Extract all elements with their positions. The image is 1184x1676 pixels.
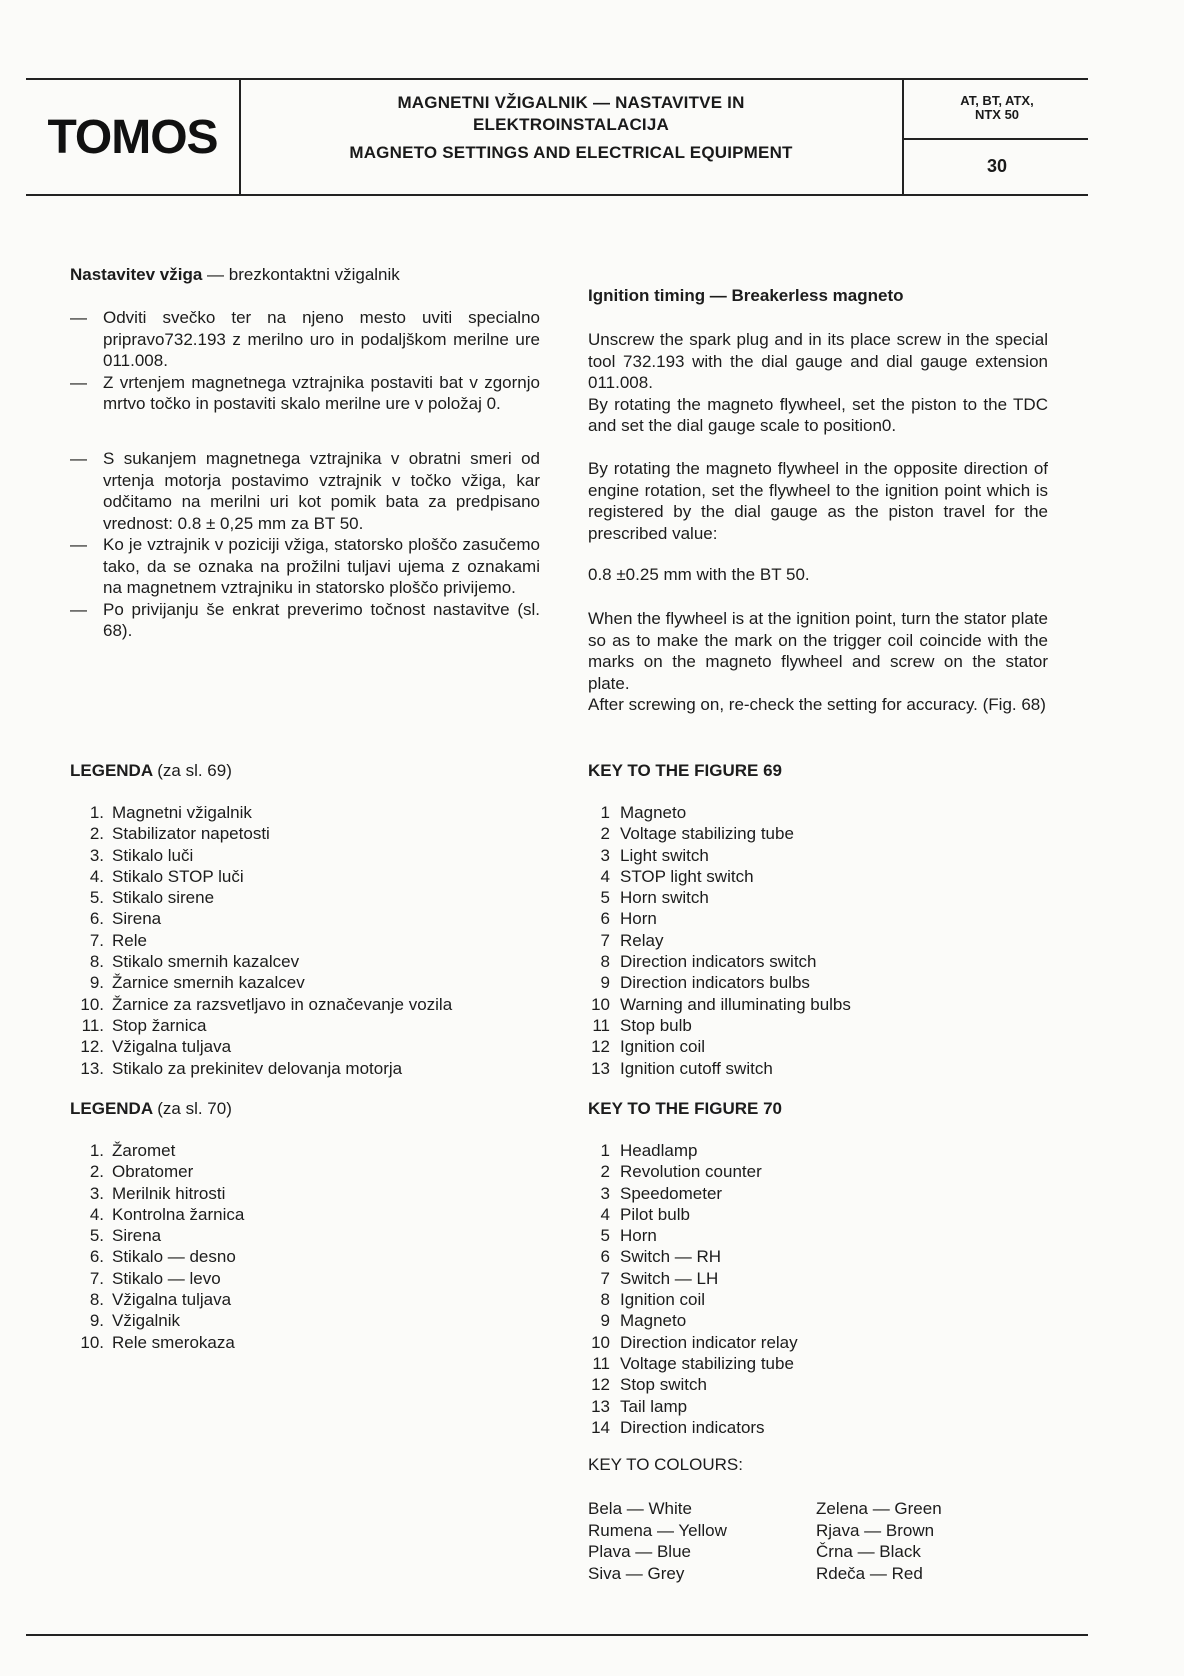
- item-number: 1: [600, 803, 610, 822]
- item-label: STOP light switch: [620, 866, 754, 886]
- list-item: [588, 802, 1048, 823]
- list-item: [588, 908, 1048, 929]
- list-item: [70, 845, 540, 866]
- right-paragraphs-3: [588, 564, 1048, 586]
- legend-69: [70, 802, 540, 1079]
- key-69-heading: [588, 760, 1048, 782]
- page-title: [241, 92, 901, 164]
- item-label: Switch — RH: [620, 1247, 722, 1267]
- item-number: 7.: [89, 930, 104, 950]
- item-number: 8: [600, 1290, 610, 1310]
- item-label: Vžigalna tuljava: [112, 1290, 232, 1310]
- item-label: Vžigalnik: [112, 1311, 181, 1331]
- legend-70-heading: [70, 1098, 540, 1120]
- list-item: [588, 1058, 1048, 1079]
- item-label: Ignition coil: [620, 1290, 706, 1310]
- item-number: 7: [600, 1268, 610, 1288]
- list-item: [588, 994, 1048, 1015]
- key-title: KEY TO THE FIGURE 70: [588, 1099, 782, 1118]
- item-label: Žarnice smernih kazalcev: [112, 973, 305, 993]
- item-label: Horn: [620, 1226, 657, 1246]
- item-number: 12: [591, 1375, 610, 1395]
- item-label: Merilnik hitrosti: [112, 1183, 226, 1203]
- item-number: 6: [600, 909, 610, 929]
- item-label: Magneto: [620, 1311, 687, 1331]
- item-number: 4: [600, 866, 610, 886]
- step-text: S sukanjem magnetnega vztrajnika v obratni smeri od vrtenja motorja postavimo vztrajnik v točko vžiga, kar odčitamo na merilni uri kot pomik bata za predpisano vrednost: 0.8 ± 0,25 mm za BT 50.: [103, 449, 540, 533]
- paragraph: By rotating the magneto flywheel in the opposite direction of engine rotation, set the flywheel to the ignition point which is registered by the dial gauge as the piston travel for the prescribed value:: [588, 459, 1048, 543]
- colour-entry: Črna — Black: [816, 1542, 921, 1561]
- section-heading-sl: [70, 264, 540, 286]
- list-item: [588, 1268, 1048, 1289]
- item-number: 13: [591, 1058, 610, 1078]
- item-label: Stikalo — levo: [112, 1268, 221, 1288]
- item-number: 11: [592, 1353, 610, 1373]
- item-number: 13: [591, 1396, 610, 1416]
- item-number: 13.: [80, 1058, 104, 1078]
- list-item: [588, 930, 1048, 951]
- item-number: 12.: [80, 1037, 104, 1057]
- list-item: [70, 1058, 540, 1079]
- item-number: 2.: [89, 824, 104, 844]
- list-item: [70, 1289, 540, 1310]
- list-item: [588, 1225, 1048, 1246]
- list-item: [70, 1140, 540, 1161]
- list-item: [588, 823, 1048, 844]
- legend-70: [70, 1140, 540, 1353]
- list-item: [70, 908, 540, 929]
- item-label: Light switch: [620, 845, 709, 865]
- models-line-1: AT, BT, ATX,: [960, 93, 1034, 108]
- item-label: Headlamp: [620, 1141, 698, 1160]
- item-label: Stikalo STOP luči: [112, 866, 244, 886]
- list-item: [588, 1246, 1048, 1267]
- section-heading-en: Ignition timing — Breakerless magneto: [588, 286, 904, 305]
- item-label: Stikalo za prekinitev delovanja motorja: [112, 1058, 403, 1078]
- list-item: [588, 1374, 1048, 1395]
- item-label: Stikalo luči: [112, 845, 194, 865]
- item-label: Ignition cutoff switch: [620, 1058, 773, 1078]
- tomos-logo: TOMOS: [47, 110, 218, 164]
- item-number: 3.: [89, 845, 104, 865]
- item-label: Horn switch: [620, 888, 709, 908]
- right-column: [588, 285, 1048, 307]
- list-item: [70, 930, 540, 951]
- item-number: 3.: [89, 1183, 104, 1203]
- item-number: 6.: [89, 909, 104, 929]
- right-paragraphs-2: [588, 458, 1048, 544]
- item-label: Kontrolna žarnica: [112, 1204, 245, 1224]
- item-label: Stikalo smernih kazalcev: [112, 952, 300, 972]
- list-item: [70, 1246, 540, 1267]
- left-column: [70, 264, 540, 286]
- item-number: 8.: [89, 1290, 104, 1310]
- item-number: 14: [591, 1417, 610, 1437]
- list-item: [588, 1310, 1048, 1331]
- model-list: [906, 94, 1088, 122]
- list-item: [588, 1289, 1048, 1310]
- list-item: — Z vrtenjem magnetnega vztrajnika postaviti bat v zgornjo mrtvo točko in postaviti skalo merilne ure v položaj 0.: [70, 372, 540, 413]
- item-number: 5: [600, 888, 610, 908]
- list-item: [588, 1332, 1048, 1353]
- list-item: [70, 1204, 540, 1225]
- item-label: Stabilizator napetosti: [112, 824, 270, 844]
- legend-69-heading: [70, 760, 540, 782]
- item-label: Direction indicators bulbs: [620, 973, 810, 993]
- item-label: Ignition coil: [620, 1037, 706, 1057]
- paragraph: After screwing on, re-check the setting for accuracy. (Fig. 68): [588, 695, 1046, 714]
- item-number: 4.: [89, 1204, 104, 1224]
- item-number: 1: [600, 1141, 610, 1160]
- list-item: [588, 1036, 1048, 1057]
- key-69: [588, 802, 1048, 1079]
- item-label: Stop bulb: [620, 1015, 692, 1035]
- list-item: [588, 1353, 1048, 1374]
- item-number: 5.: [89, 1226, 104, 1246]
- heading-bold: Nastavitev vžiga: [70, 265, 203, 284]
- item-number: 5: [600, 1226, 610, 1246]
- item-number: 4.: [89, 866, 104, 886]
- item-label: Stikalo sirene: [112, 888, 215, 908]
- colours-heading: [588, 1454, 1048, 1476]
- item-label: Sirena: [112, 1226, 162, 1246]
- list-item: [588, 845, 1048, 866]
- colour-entry: Rjava — Brown: [816, 1520, 935, 1540]
- item-label: Switch — LH: [620, 1268, 719, 1288]
- step-text: Z vrtenjem magnetnega vztrajnika postaviti bat v zgornjo mrtvo točko in postaviti skalo merilne ure v položaj 0.: [103, 372, 540, 413]
- item-label: Direction indicator relay: [620, 1332, 798, 1352]
- list-item: [70, 1036, 540, 1057]
- list-item: [70, 1161, 540, 1182]
- item-label: Voltage stabilizing tube: [620, 1353, 794, 1373]
- item-label: Žaromet: [112, 1141, 176, 1160]
- models-line-2: NTX 50: [974, 107, 1020, 122]
- item-number: 2: [600, 824, 610, 844]
- right-paragraphs-4: [588, 608, 1048, 716]
- item-label: Obratomer: [112, 1162, 194, 1182]
- item-number: 9.: [89, 973, 104, 993]
- list-item: [70, 823, 540, 844]
- list-item: — Ko je vztrajnik v poziciji vžiga, statorsko ploščo zasučemo tako, da se oznaka na prožilni tuljavi ujema z oznakami na magnetnem vztrajniku in statorsko ploščo privijemo.: [70, 535, 540, 597]
- paragraph: 0.8 ±0.25 mm with the BT 50.: [588, 565, 810, 584]
- list-item: — S sukanjem magnetnega vztrajnika v obratni smeri od vrtenja motorja postavimo vztrajnik v točko vžiga, kar odčitamo na merilni uri kot pomik bata za predpisano vrednost: 0.8 ± 0,25 mm za BT 50.: [70, 449, 540, 533]
- step-text: Ko je vztrajnik v poziciji vžiga, statorsko ploščo zasučemo tako, da se oznaka na prožilni tuljavi ujema z oznakami na magnetnem vztrajniku in statorsko ploščo privijemo.: [103, 535, 540, 597]
- item-label: Horn: [620, 909, 657, 929]
- item-number: 12: [591, 1037, 610, 1057]
- paragraph: When the flywheel is at the ignition point, turn the stator plate so as to make the mark on the trigger coil coincide with the marks on the magneto flywheel and screw on the stator plate.: [588, 609, 1048, 693]
- list-item: — Po privijanju še enkrat preverimo točnost nastavitve (sl. 68).: [70, 599, 540, 640]
- colour-entry: Bela — White: [588, 1499, 692, 1518]
- list-item: [70, 1225, 540, 1246]
- colour-entry: Zelena — Green: [816, 1499, 942, 1518]
- colour-entry: Rumena — Yellow: [588, 1520, 727, 1540]
- item-number: 9.: [89, 1311, 104, 1331]
- legend-title: LEGENDA: [70, 1099, 153, 1118]
- list-item: [588, 1183, 1048, 1204]
- colours-key: [588, 1498, 1048, 1584]
- paragraph: Unscrew the spark plug and in its place screw in the special tool 732.193 with the dial gauge and dial gauge extension 011.008.: [588, 330, 1048, 392]
- key-title: KEY TO THE FIGURE 69: [588, 761, 782, 780]
- right-paragraphs: [588, 329, 1048, 437]
- list-item: [70, 887, 540, 908]
- item-label: Direction indicators switch: [620, 952, 817, 972]
- list-item: [588, 972, 1048, 993]
- item-number: 11.: [81, 1015, 104, 1035]
- list-item: [588, 1015, 1048, 1036]
- legend-ref: (za sl. 69): [157, 761, 232, 780]
- item-label: Voltage stabilizing tube: [620, 824, 794, 844]
- item-number: 6.: [89, 1247, 104, 1267]
- item-label: Relay: [620, 930, 664, 950]
- list-item: [588, 951, 1048, 972]
- legend-ref: (za sl. 70): [157, 1099, 232, 1118]
- item-number: 6: [600, 1247, 610, 1267]
- item-number: 7: [600, 930, 610, 950]
- colour-entry: Rdeča — Red: [816, 1563, 923, 1583]
- list-item: [70, 1015, 540, 1036]
- step-text: Odviti svečko ter na njeno mesto uviti specialno pripravo732.193 z merilno uro in podaljškom merilne ure 011.008.: [103, 308, 540, 370]
- step-text: Po privijanju še enkrat preverimo točnost nastavitve (sl. 68).: [103, 599, 540, 640]
- item-label: Rele smerokaza: [112, 1332, 235, 1352]
- item-number: 2: [600, 1162, 610, 1182]
- heading-rest: — brezkontaktni vžigalnik: [207, 265, 400, 284]
- list-item: [70, 1332, 540, 1353]
- item-number: 3: [600, 1183, 610, 1203]
- item-number: 1.: [89, 1141, 104, 1160]
- item-number: 8.: [89, 952, 104, 972]
- colour-entry: Siva — Grey: [588, 1563, 685, 1583]
- list-item: [588, 887, 1048, 908]
- item-label: Sirena: [112, 909, 162, 929]
- item-number: 7.: [89, 1268, 104, 1288]
- item-number: 8: [600, 952, 610, 972]
- list-item: [70, 951, 540, 972]
- list-item: [588, 1417, 1048, 1438]
- header-divider: [904, 138, 1088, 140]
- key-70-heading: [588, 1098, 1048, 1120]
- list-item: [588, 1204, 1048, 1225]
- list-item: [70, 1183, 540, 1204]
- item-number: 11: [592, 1015, 610, 1035]
- item-label: Magnetni vžigalnik: [112, 803, 252, 822]
- list-item: [588, 1396, 1048, 1417]
- item-label: Direction indicators: [620, 1417, 765, 1437]
- item-label: Speedometer: [620, 1183, 723, 1203]
- list-item: [70, 1268, 540, 1289]
- left-steps: [70, 307, 540, 415]
- title-line-3: MAGNETO SETTINGS AND ELECTRICAL EQUIPMENT: [349, 143, 793, 162]
- item-label: Rele: [112, 930, 147, 950]
- colour-entry: Plava — Blue: [588, 1542, 691, 1561]
- list-item: — Odviti svečko ter na njeno mesto uviti specialno pripravo732.193 z merilno uro in podaljškom merilne ure 011.008.: [70, 308, 540, 370]
- legend-title: LEGENDA: [70, 761, 153, 780]
- item-number: 4: [600, 1204, 610, 1224]
- item-label: Tail lamp: [620, 1396, 688, 1416]
- list-item: [70, 1310, 540, 1331]
- item-number: 10: [591, 1332, 610, 1352]
- item-label: Vžigalna tuljava: [112, 1037, 232, 1057]
- header-divider: [902, 80, 904, 194]
- item-number: 5.: [89, 888, 104, 908]
- item-number: 10: [591, 994, 610, 1014]
- item-number: 9: [600, 1311, 610, 1331]
- list-item: [588, 866, 1048, 887]
- item-label: Stikalo — desno: [112, 1247, 236, 1267]
- item-label: Revolution counter: [620, 1162, 762, 1182]
- title-line-2: ELEKTROINSTALACIJA: [473, 115, 669, 134]
- bottom-rule: [26, 1634, 1088, 1636]
- item-number: 10.: [80, 1332, 104, 1352]
- list-item: [588, 1161, 1048, 1182]
- paragraph: By rotating the magneto flywheel, set the piston to the TDC and set the dial gauge scale to position0.: [588, 394, 1048, 435]
- item-label: Warning and illuminating bulbs: [620, 994, 851, 1014]
- item-number: 2.: [89, 1162, 104, 1182]
- item-label: Pilot bulb: [620, 1204, 690, 1224]
- list-item: [70, 802, 540, 823]
- list-item: [588, 1140, 1048, 1161]
- item-number: 3: [600, 845, 610, 865]
- list-item: [70, 994, 540, 1015]
- item-label: Magneto: [620, 803, 687, 822]
- key-70: [588, 1140, 1048, 1438]
- item-number: 1.: [89, 803, 104, 822]
- item-number: 9: [600, 973, 610, 993]
- item-label: Žarnice za razsvetljavo in označevanje vozila: [112, 994, 453, 1014]
- left-steps-2: [70, 448, 540, 642]
- title-line-1: MAGNETNI VŽIGALNIK — NASTAVITVE IN: [397, 93, 745, 112]
- item-number: 10.: [80, 994, 104, 1014]
- colours-title: KEY TO COLOURS:: [588, 1455, 743, 1474]
- item-label: Stop žarnica: [112, 1015, 207, 1035]
- page-number: 30: [986, 156, 1008, 176]
- item-label: Stop switch: [620, 1375, 707, 1395]
- list-item: [70, 866, 540, 887]
- page-header: [26, 78, 1088, 196]
- list-item: [70, 972, 540, 993]
